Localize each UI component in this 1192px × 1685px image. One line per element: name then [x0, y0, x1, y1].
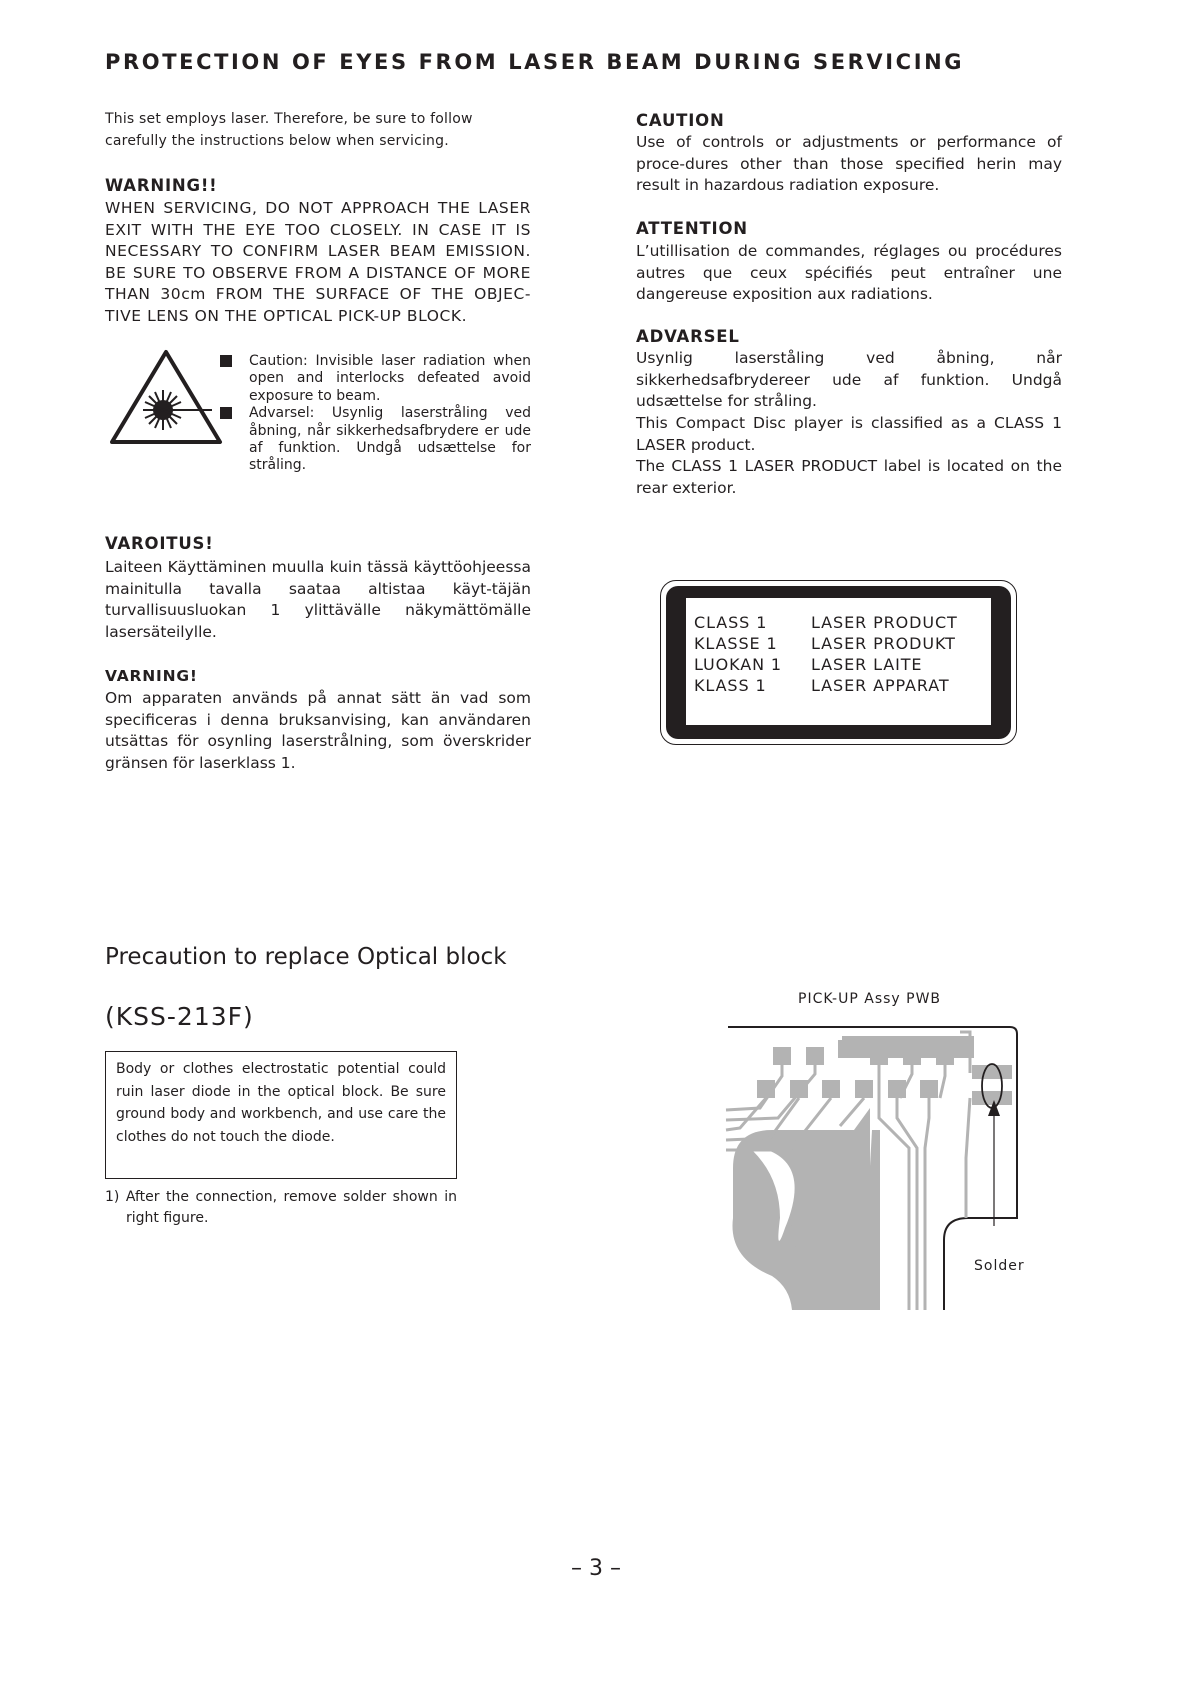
symbol-note-caution: Caution: Invisible laser radiation when open and interlocks defeated avoid exposure to beam.	[249, 353, 531, 405]
page-title: PROTECTION OF EYES FROM LASER BEAM DURING SERVICING	[105, 50, 965, 74]
electrostatic-note-box: Body or clothes electrostatic potential could ruin laser diode in the optical block. Be sure ground body and workbench, and use care the clothes do not touch the diode.	[105, 1051, 457, 1179]
laser-warning-icon	[108, 348, 224, 446]
label-panel	[686, 598, 991, 725]
laser-symbol-notes	[249, 353, 531, 475]
attention-heading: ATTENTION	[636, 219, 748, 238]
label-row: LUOKAN 1 LASER LAITE	[694, 655, 923, 674]
intro-text: This set employs laser. Therefore, be sure to follow carefully the instructions below when servicing.	[105, 111, 473, 149]
varoitus-text: Laiteen Käyttäminen muulla kuin tässä käyttöohjeessa mainitulla tavalla saataa altistaa käyt-täjän turvallisuusluokan 1 ylittävälle näkymättömälle lasersäteilylle.	[105, 558, 531, 641]
figure-caption: PICK-UP Assy PWB	[798, 991, 942, 1007]
varoitus-heading: VAROITUS!	[105, 534, 214, 553]
bullet-square-icon	[220, 355, 232, 367]
bullet-square-icon	[220, 407, 232, 419]
class-note-2: The CLASS 1 LASER PRODUCT label is located on the rear exterior.	[636, 457, 1062, 497]
advarsel-text: Usynlig laserståling ved åbning, når sikkerhedsafbrydereer ude af funktion. Undgå udsættelse for stråling.	[636, 349, 1062, 411]
warning-text: WHEN SERVICING, DO NOT APPROACH THE LASER EXIT WITH THE EYE TOO CLOSELY. IN CASE IT IS NECESSARY TO CONFIRM LASER BEAM EMISSION. BE SURE TO OBSERVE FROM A DISTANCE OF MORE THAN 30cm FROM THE SURFACE OF THE OBJEC-TIVE LENS ON THE OPTICAL PICK-UP BLOCK.	[105, 199, 531, 325]
warning-heading: WARNING!!	[105, 176, 218, 195]
label-row: KLASS 1 LASER APPARAT	[694, 676, 950, 695]
symbol-note-advarsel: Advarsel: Usynlig laserstråling ved åbning, når sikkerhedsafbrydere er ude af funktion. Undgå udsættelse for stråling.	[249, 405, 531, 475]
varning-heading: VARNING!	[105, 667, 198, 685]
page-number: – 3 –	[571, 1556, 621, 1581]
varning-text: Om apparaten används på annat sätt än vad som specificeras i denna bruksanvising, kan användaren utsättas för osynling laserstrålning, som överskrider gränsen för laserklass 1.	[105, 689, 531, 772]
attention-text: L’utillisation de commandes, réglages ou procédures autres que ceux spécifiés peut entraîner une dangereuse exposition aux radiations.	[636, 242, 1062, 304]
class1-laser-label	[660, 580, 1017, 745]
label-row: CLASS 1 LASER PRODUCT	[694, 613, 958, 632]
advarsel-heading: ADVARSEL	[636, 327, 740, 346]
solder-label: Solder	[974, 1258, 1025, 1274]
step-1: 1) After the connection, remove solder shown in right figure.	[105, 1189, 457, 1226]
precaution-title: Precaution to replace Optical block	[105, 944, 507, 970]
label-frame	[666, 586, 1011, 739]
caution-heading: CAUTION	[636, 111, 725, 130]
caution-text: Use of controls or adjustments or performance of proce-dures other than those specified herin may result in hazardous radiation exposure.	[636, 133, 1062, 195]
model-number: (KSS-213F)	[105, 1002, 254, 1031]
label-row: KLASSE 1 LASER PRODUKT	[694, 634, 956, 653]
class-note-1: This Compact Disc player is classified as a CLASS 1 LASER product.	[636, 414, 1062, 454]
